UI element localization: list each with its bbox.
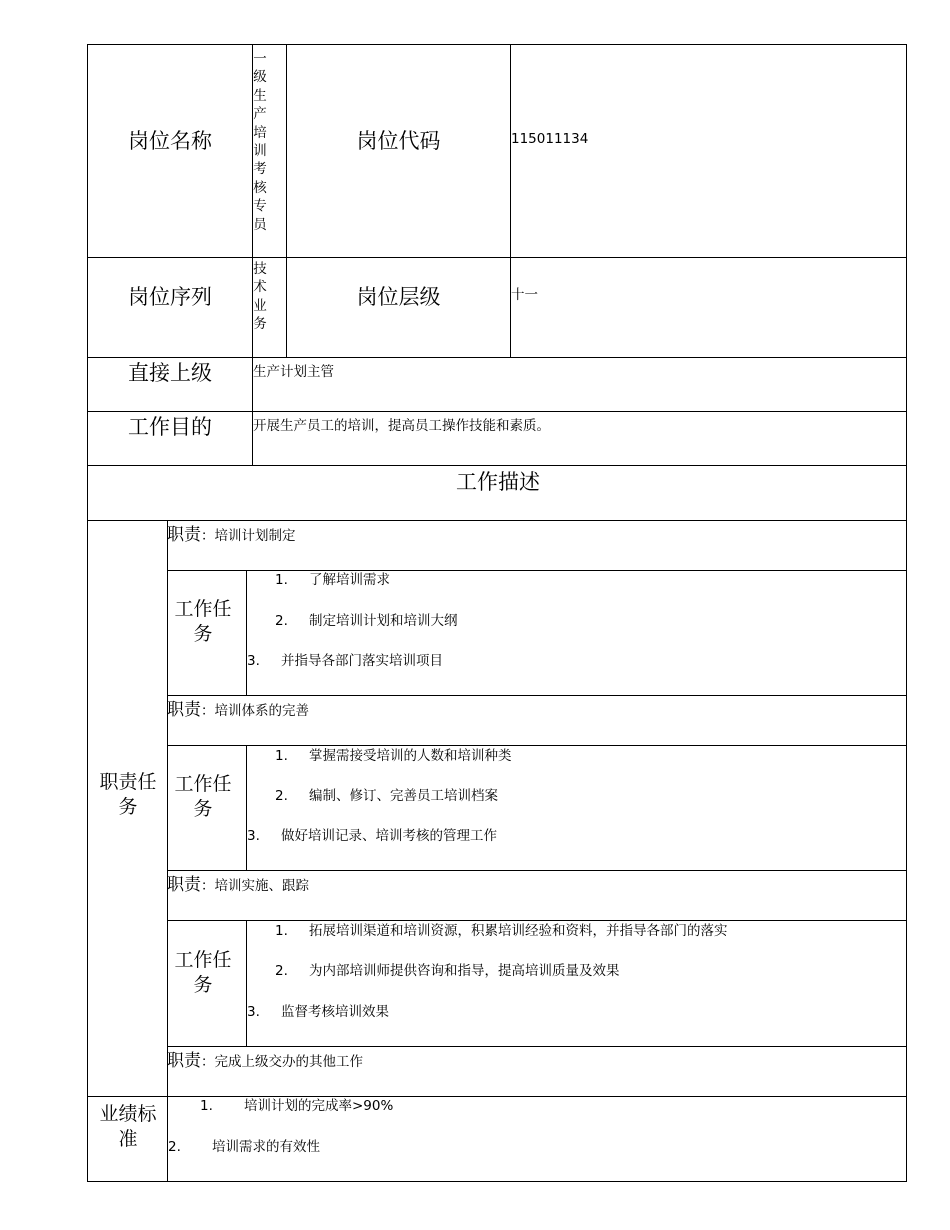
duty-heading: 职责：培训计划制定 [167,525,296,545]
task-item: 3. 并指导各部门落实培训项目 [247,653,443,669]
duty-heading: 职责：完成上级交办的其他工作 [167,1051,363,1071]
performance-item: 1. 培训计划的完成率>90% [200,1098,394,1114]
row-divider [167,745,907,746]
column-divider [246,745,247,870]
row-divider [167,570,907,571]
column-divider [246,920,247,1046]
row-divider [87,357,907,358]
superior-label: 直接上级 [128,361,212,385]
row-divider [167,695,907,696]
position-code-value: 115011134 [511,131,589,147]
position-code-label: 岗位代码 [356,129,441,153]
task-item: 2. 制定培训计划和培训大纲 [275,613,458,629]
task-item: 1. 了解培训需求 [275,572,390,588]
duty-heading: 职责：培训体系的完善 [167,700,309,720]
column-divider [286,44,287,357]
position-sequence-value: 技术业务 [253,261,267,333]
purpose-label: 工作目的 [128,415,212,439]
row-divider [87,257,907,258]
row-divider [167,920,907,921]
task-label: 工作任务 [174,949,232,996]
position-name-label: 岗位名称 [128,129,212,153]
position-level-label: 岗位层级 [356,285,441,309]
duty-heading: 职责：培训实施、跟踪 [167,875,309,895]
position-sequence-label: 岗位序列 [128,285,212,309]
performance-label: 业绩标准 [99,1103,157,1150]
task-item: 2. 为内部培训师提供咨询和指导，提高培训质量及效果 [275,963,620,979]
position-level-value: 十一 [511,287,538,303]
task-item: 1. 拓展培训渠道和培训资源，积累培训经验和资料，并指导各部门的落实 [275,923,728,939]
task-label: 工作任务 [174,598,232,645]
superior-value: 生产计划主管 [253,364,334,380]
task-item: 3. 做好培训记录、培训考核的管理工作 [247,828,497,844]
row-divider [87,411,907,412]
task-label: 工作任务 [174,773,232,820]
row-divider [87,1096,907,1097]
task-item: 2. 编制、修订、完善员工培训档案 [275,788,498,804]
row-divider [87,520,907,521]
task-item: 3. 监督考核培训效果 [247,1004,389,1020]
duties-label: 职责任务 [99,771,157,818]
position-name-value: 一级生产培训考核专员 [253,51,267,233]
purpose-value: 开展生产员工的培训，提高员工操作技能和素质。 [253,418,550,434]
row-divider [167,1046,907,1047]
row-divider [87,465,907,466]
performance-item: 2. 培训需求的有效性 [168,1139,320,1155]
row-divider [167,870,907,871]
work-description-title: 工作描述 [456,470,540,494]
column-divider [510,44,511,357]
column-divider [246,570,247,695]
task-item: 1. 掌握需接受培训的人数和培训种类 [275,748,512,764]
